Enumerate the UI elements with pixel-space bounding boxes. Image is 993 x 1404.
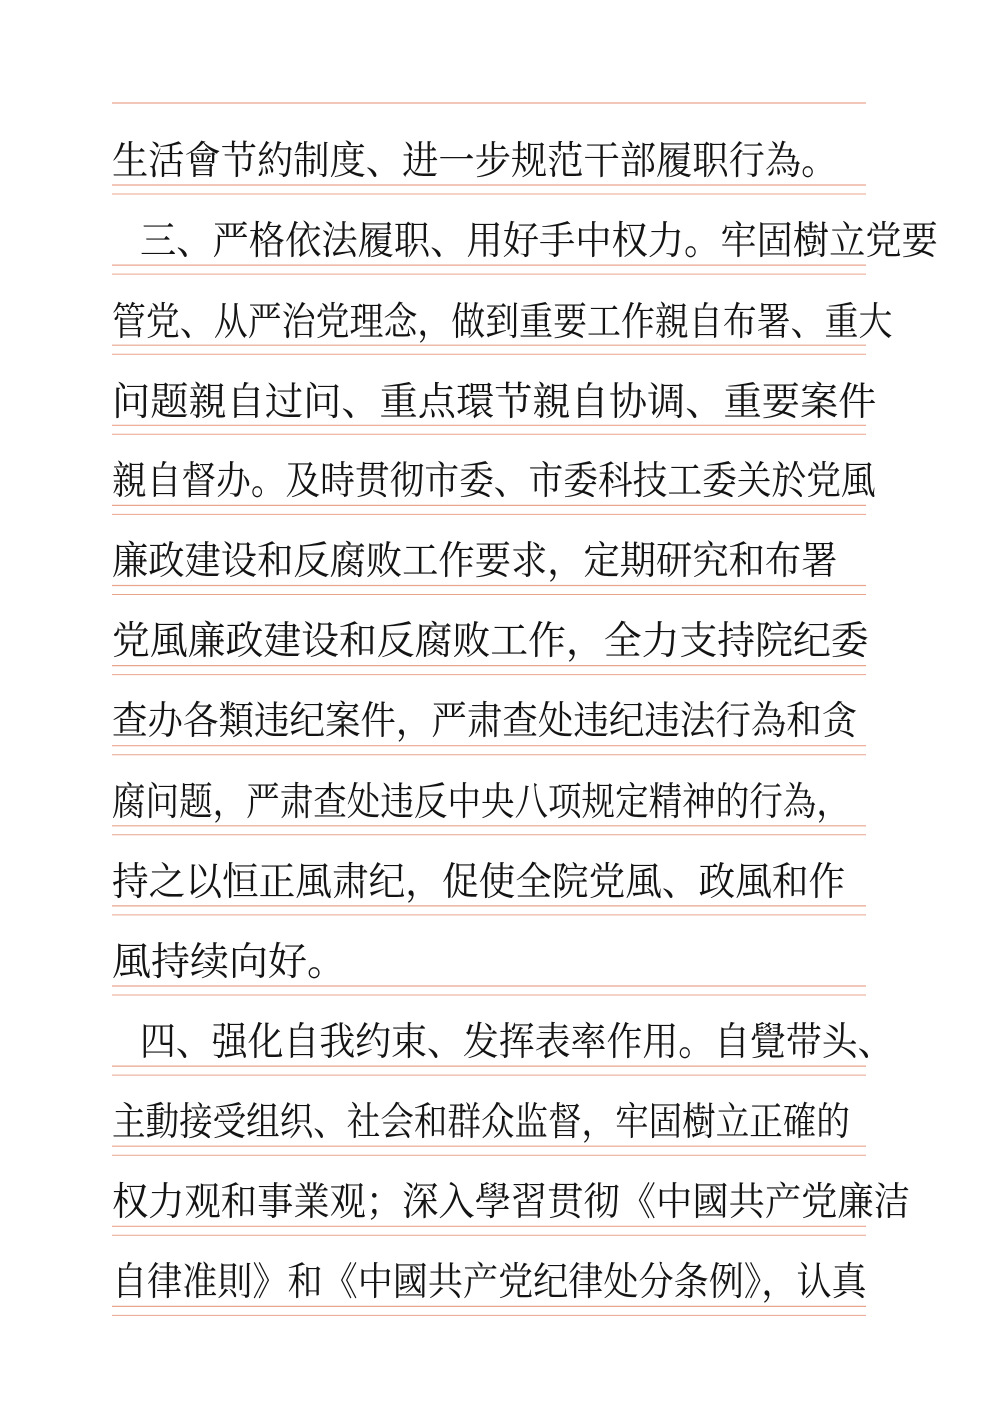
text-line-10: 持之以恒正風肃纪，促使全院党風、政風和作 [112, 860, 846, 905]
text-line-15: 自律准則》和《中國共产党纪律处分条例》，认真 [112, 1260, 867, 1305]
text-line-5: 親自督办。及時贯彻市委、市委科技工委关於党風 [112, 459, 876, 504]
text-line-3: 管党、从严治党理念，做到重要工作親自布署、重大 [112, 300, 893, 345]
text-line-7: 党風廉政建设和反腐败工作，全力支持院纪委 [112, 619, 869, 664]
text-line-9: 腐问题，严肃查处违反中央八项规定精神的行為， [112, 780, 850, 825]
text-line-6: 廉政建设和反腐败工作要求，定期研究和布署 [112, 539, 838, 584]
text-line-8: 查办各類违纪案件，严肃查处违纪违法行為和贪 [112, 699, 858, 744]
text-line-4: 问题親自过问、重点環节親自协调、重要案件 [112, 380, 877, 425]
text-line-11: 風持续向好。 [112, 940, 347, 985]
text-line-1: 生活會节約制度、进一步规范干部履职行為。 [112, 139, 838, 184]
text-line-12: 四、强化自我约束、发挥表率作用。自覺带头、 [140, 1020, 894, 1065]
text-line-13: 主動接受组织、社会和群众监督，牢固樹立正確的 [112, 1100, 850, 1145]
text-line-14: 权力观和事業观；深入學習贯彻《中國共产党廉洁 [112, 1180, 910, 1225]
text-line-2: 三、严格依法履职、用好手中权力。牢固樹立党要 [140, 219, 938, 264]
